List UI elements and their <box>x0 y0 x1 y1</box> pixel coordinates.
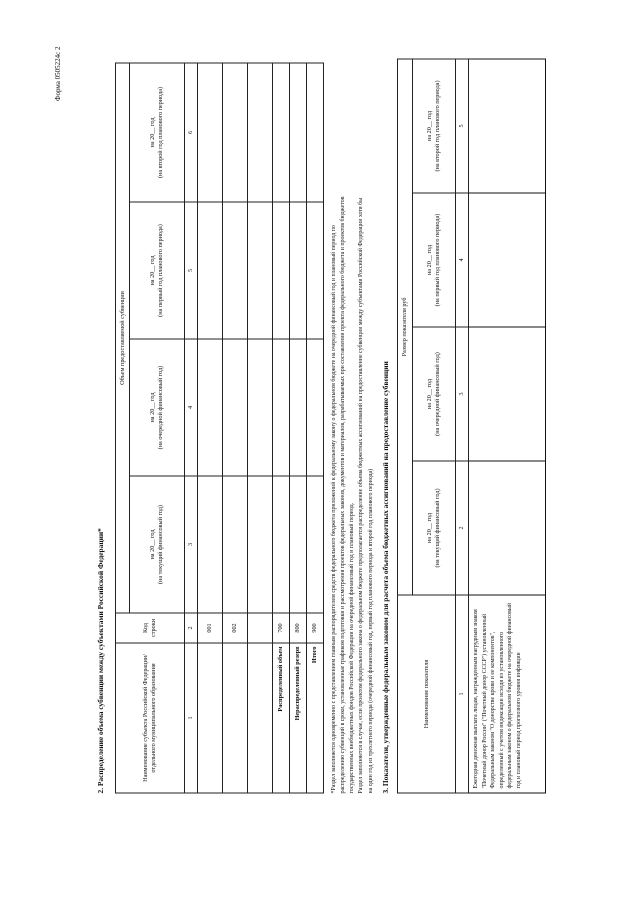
row-code-cell: 700 <box>273 613 290 643</box>
footnote-line: Раздел заполняется в случае, если проектом федерального закона о федеральном бюджете предполагается распределение объема бюджетных ассигнований на предоставление субвенции между субъектами Российской Федерации хотя бы <box>358 197 365 793</box>
col-number: 4 <box>185 339 198 476</box>
subject-name-cell[interactable] <box>248 643 273 793</box>
value-cell[interactable] <box>469 327 546 461</box>
indicator-name-cell: Ежегодная денежная выплата лицам, награжденным нагрудным знаком "Почетный донор России" ("Почетный донор СССР") установленный Федеральным законом "О донорстве крови и ее компонентов", определенный с учетом индексации исходя из установленного федеральным законом о федеральном бюджете на очередной финансовый год и плановый период прогнозного уровня инфляции <box>469 595 546 793</box>
value-cell[interactable] <box>273 62 290 201</box>
period-header: на 20__ год (на второй год планового периода) <box>413 58 456 192</box>
period-header: на 20__ год (на очередной финансовый год) <box>130 339 185 476</box>
indicators-table <box>397 58 546 793</box>
footnote-line: распределению субвенций в сроки, установленные графиком подготовки и рассмотрения проектов федеральных законов, документов и материалов, разрабатываемых при составлении проекта федерального бюджета и проектов бюджетов <box>340 196 347 793</box>
period-header: на 20__ год (на очередной финансовый год) <box>413 327 456 461</box>
value-cell[interactable] <box>273 476 290 613</box>
summary-row-total <box>307 62 324 792</box>
summary-label: Нераспределенный резерв <box>290 643 307 793</box>
col-number: 3 <box>185 476 198 613</box>
table-row <box>223 62 248 792</box>
indicator-name-header: Наименование показателя <box>398 595 456 793</box>
value-cell[interactable] <box>307 62 324 201</box>
subject-name-cell[interactable] <box>223 643 248 793</box>
value-cell[interactable] <box>307 202 324 339</box>
value-cell[interactable] <box>248 339 273 476</box>
footnote-line: на один год из трехлетнего периода (очередной финансовый год, первый год планового периода и второй год планового периода) <box>367 468 374 793</box>
value-cell[interactable] <box>469 193 546 327</box>
summary-label: Итого <box>307 643 324 793</box>
value-cell[interactable] <box>273 339 290 476</box>
value-cell[interactable] <box>469 58 546 192</box>
period-header: на 20__ год (на текущий финансовый год) <box>413 461 456 595</box>
footnote-line: государственных внебюджетных фондов Российской Федерации на очередной финансовый год и плановый период. <box>349 502 356 793</box>
section2-footnote <box>330 53 376 793</box>
col-number: 6 <box>185 62 198 201</box>
col-number: 5 <box>185 202 198 339</box>
table-row <box>198 62 223 792</box>
value-cell[interactable] <box>307 339 324 476</box>
col-number: 5 <box>456 58 469 192</box>
col-number: 3 <box>456 327 469 461</box>
period-header: на 20__ год (на текущий финансовый год) <box>130 476 185 613</box>
subvention-distribution-table <box>115 62 324 793</box>
value-cell[interactable] <box>223 339 248 476</box>
row-code-cell: 002 <box>223 613 248 643</box>
volume-group-header: Объем предоставляемой субвенции <box>116 62 130 612</box>
indicator-size-group-header: Размер показателя руб <box>398 58 413 594</box>
section2-title: 2. Распределение объема субвенции между субъектами Российской Федерации* <box>96 527 105 793</box>
col-code-header: Код строки <box>116 613 185 643</box>
summary-row-reserve <box>290 62 307 792</box>
col-number: 2 <box>456 461 469 595</box>
form-code: Форма 0505224с 2 <box>54 46 62 101</box>
value-cell[interactable] <box>273 202 290 339</box>
value-cell[interactable] <box>198 202 223 339</box>
value-cell[interactable] <box>290 339 307 476</box>
table-row <box>469 58 546 792</box>
section3-title: 3. Показатели, утвержденные федеральным законом для расчета объема бюджетных ассигнований на предоставление субвенции <box>381 360 390 793</box>
value-cell[interactable] <box>198 339 223 476</box>
value-cell[interactable] <box>307 476 324 613</box>
col-number: 1 <box>456 595 469 793</box>
subject-name-cell[interactable] <box>198 643 223 793</box>
summary-label: Распределенный объем <box>273 643 290 793</box>
col-number: 1 <box>185 643 198 793</box>
period-header: на 20__ год (на первый год планового периода) <box>413 193 456 327</box>
row-code-cell <box>248 613 273 643</box>
value-cell[interactable] <box>290 202 307 339</box>
value-cell[interactable] <box>290 476 307 613</box>
value-cell[interactable] <box>223 202 248 339</box>
period-header: на 20__ год (на второй год планового периода) <box>130 62 185 201</box>
row-code-cell: 900 <box>307 613 324 643</box>
value-cell[interactable] <box>223 476 248 613</box>
summary-row-distributed <box>273 62 290 792</box>
col-number: 2 <box>185 613 198 643</box>
value-cell[interactable] <box>198 62 223 201</box>
value-cell[interactable] <box>290 62 307 201</box>
table-row <box>248 62 273 792</box>
footnote-line: *Раздел заполняется одновременно с представлением главным распорядителем средств федерального бюджета приложений к федеральному закону о федеральном бюджете на очередной финансовый год и плановый период по <box>331 224 337 793</box>
value-cell[interactable] <box>248 202 273 339</box>
value-cell[interactable] <box>248 62 273 201</box>
value-cell[interactable] <box>248 476 273 613</box>
col-number: 4 <box>456 193 469 327</box>
row-code-cell: 001 <box>198 613 223 643</box>
period-header: на 20__ год (на первый год планового периода) <box>130 202 185 339</box>
value-cell[interactable] <box>469 461 546 595</box>
value-cell[interactable] <box>223 62 248 201</box>
row-code-cell: 800 <box>290 613 307 643</box>
col-name-header: Наименование субъекта Российской Федерации/ отдельного муниципального образования <box>116 643 185 793</box>
value-cell[interactable] <box>198 476 223 613</box>
